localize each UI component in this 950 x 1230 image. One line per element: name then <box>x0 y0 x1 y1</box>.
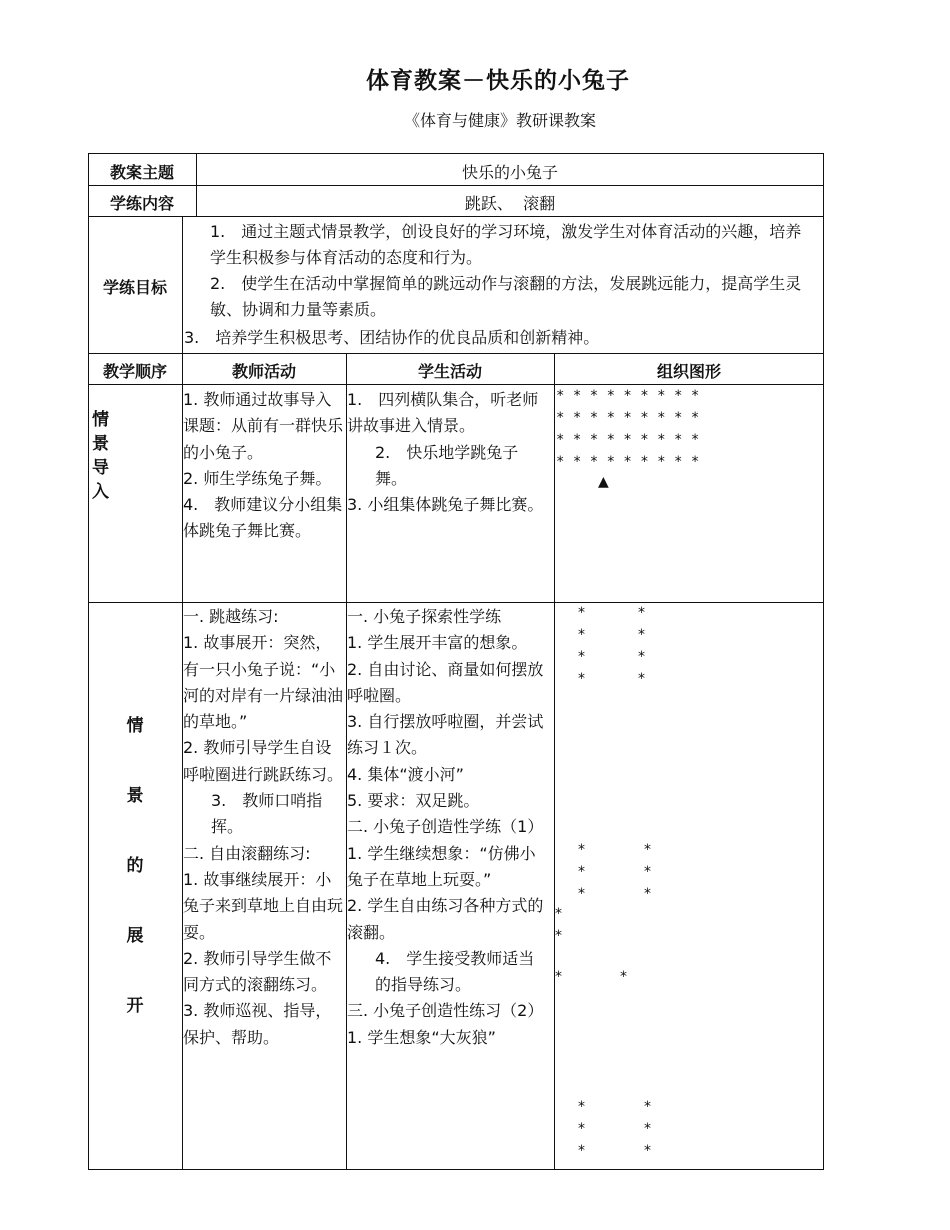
page-subtitle: 《体育与健康》教研课教案 <box>403 111 596 130</box>
teacher-step: 1. 故事展开：突然，有一只小兔子说：“小河的对岸有一片绿油油的草地。” <box>183 633 344 732</box>
student-step: 1. 学生展开丰富的想象。 <box>347 633 528 653</box>
teacher-step: 3. 教师巡视、指导，保护、帮助。 <box>183 1001 332 1047</box>
section2-figure <box>554 602 824 1170</box>
star-mark: * <box>555 969 562 985</box>
section2-label-char: 开 <box>126 996 144 1016</box>
teacher-step: 2. 师生学练兔子舞。 <box>183 468 332 488</box>
star-mark: * <box>638 649 645 665</box>
student-step: 一. 小兔子探索性学练 <box>347 607 502 626</box>
teacher-step: 二. 自由滚翻练习: <box>183 843 311 863</box>
section1-student <box>347 387 550 518</box>
teacher-step: 2. 教师引导学生自设呼啦圈进行跳跃练习。 <box>183 738 344 784</box>
star-mark: * <box>578 605 585 621</box>
teacher-step: 1. 教师通过故事导入 课题：从前有一群快乐的小兔子。 <box>183 390 344 462</box>
star-mark: * <box>555 928 562 944</box>
formation-row: * * * * * * * * * <box>556 388 700 404</box>
section2-label-char: 情 <box>126 716 144 736</box>
header-order: 教学顺序 <box>102 362 167 381</box>
formation-row: * * * * * * * * * <box>556 454 700 470</box>
student-step: 2. 自由讨论、商量如何摆放呼啦圈。 <box>347 659 544 705</box>
teacher-step: 3. 教师口哨指挥。 <box>211 791 323 837</box>
content-label: 学练内容 <box>109 194 174 213</box>
header-student: 学生活动 <box>417 362 482 381</box>
star-mark: * <box>638 605 645 621</box>
star-mark: * <box>638 671 645 687</box>
student-step: 2. 学生自由练习各种方式的滚翻。 <box>347 896 544 942</box>
star-mark: * <box>638 627 645 643</box>
star-mark: * <box>578 842 585 858</box>
row-divider <box>88 353 824 354</box>
student-step: 二. 小兔子创造性学练（1） <box>347 817 544 837</box>
star-mark: * <box>578 627 585 643</box>
star-mark: * <box>578 864 585 880</box>
goals-label: 学练目标 <box>102 278 167 297</box>
star-mark: * <box>644 842 651 858</box>
star-mark: * <box>644 1099 651 1115</box>
student-step: 1. 学生继续想象：“仿佛小兔子在草地上玩耍。” <box>347 843 536 889</box>
student-step: 2. 快乐地学跳兔子舞。 <box>375 442 519 488</box>
teacher-step: 2. 教师引导学生做不同方式的滚翻练习。 <box>183 948 332 995</box>
section1-teacher <box>183 387 343 545</box>
star-mark: * <box>644 886 651 902</box>
row-divider <box>88 216 824 217</box>
student-step: 三. 小兔子创造性练习（2） <box>347 1001 544 1021</box>
student-step: 3. 小组集体跳兔子舞比赛。 <box>347 495 544 515</box>
header-teacher: 教师活动 <box>231 362 296 381</box>
formation-row: * * * * * * * * * <box>556 432 700 448</box>
page-title: 体育教案－快乐的小兔子 <box>366 67 630 94</box>
theme-value: 快乐的小兔子 <box>461 163 558 182</box>
star-mark: * <box>644 1121 651 1137</box>
teacher-position-icon: ▲ <box>598 474 609 490</box>
star-mark: * <box>578 1121 585 1137</box>
section1-label: 情景导入 <box>92 410 109 502</box>
row-divider <box>88 384 824 385</box>
star-mark: * <box>644 864 651 880</box>
star-mark: * <box>578 886 585 902</box>
section2-label-char: 展 <box>126 926 144 946</box>
header-figure: 组织图形 <box>656 362 721 381</box>
teacher-step: 4. 教师建议分小组集体跳兔子舞比赛。 <box>183 495 343 541</box>
student-step: 4. 学生接受教师适当的指导练习。 <box>375 948 535 995</box>
star-mark: * <box>644 1143 651 1159</box>
star-mark: * <box>620 969 627 985</box>
student-step: 5. 要求：双足跳。 <box>347 791 480 811</box>
section2-student <box>347 604 550 1051</box>
student-step: 4. 集体“渡小河” <box>347 764 464 784</box>
content-value: 跳跃、 滚翻 <box>464 194 556 213</box>
star-mark: * <box>578 1099 585 1115</box>
theme-label: 教案主题 <box>109 163 174 182</box>
goal-2: 2. 使学生在活动中掌握简单的跳远动作与滚翻的方法，发展跳远能力，提高学生灵敏、协调和力量等素质。 <box>210 274 802 319</box>
section2-label <box>120 714 150 1064</box>
row-divider <box>88 185 824 186</box>
section2-label-char: 的 <box>126 856 144 876</box>
star-mark: * <box>555 906 562 922</box>
student-step: 1. 四列横队集合，听老师讲故事进入情景。 <box>347 390 539 436</box>
star-mark: * <box>578 649 585 665</box>
teacher-step: 1. 故事继续展开：小兔子来到草地上自由玩耍。 <box>183 869 344 942</box>
star-mark: * <box>578 671 585 687</box>
goal-1: 1. 通过主题式情景教学，创设良好的学习环境，激发学生对体育活动的兴趣，培养学生积极参与体育活动的态度和行为。 <box>210 222 802 267</box>
formation-row: * * * * * * * * * <box>556 410 700 426</box>
student-step: 1. 学生想象“大灰狼” <box>347 1027 496 1047</box>
student-step: 3. 自行摆放呼啦圈，并尝试练习１次。 <box>347 712 544 758</box>
star-mark: * <box>578 1143 585 1159</box>
goal-3: 3. 培养学生积极思考、团结协作的优良品质和创新精神。 <box>184 328 600 347</box>
section2-teacher <box>183 604 343 1051</box>
teacher-step: 一. 跳越练习: <box>183 607 279 626</box>
section2-label-char: 景 <box>126 786 144 806</box>
